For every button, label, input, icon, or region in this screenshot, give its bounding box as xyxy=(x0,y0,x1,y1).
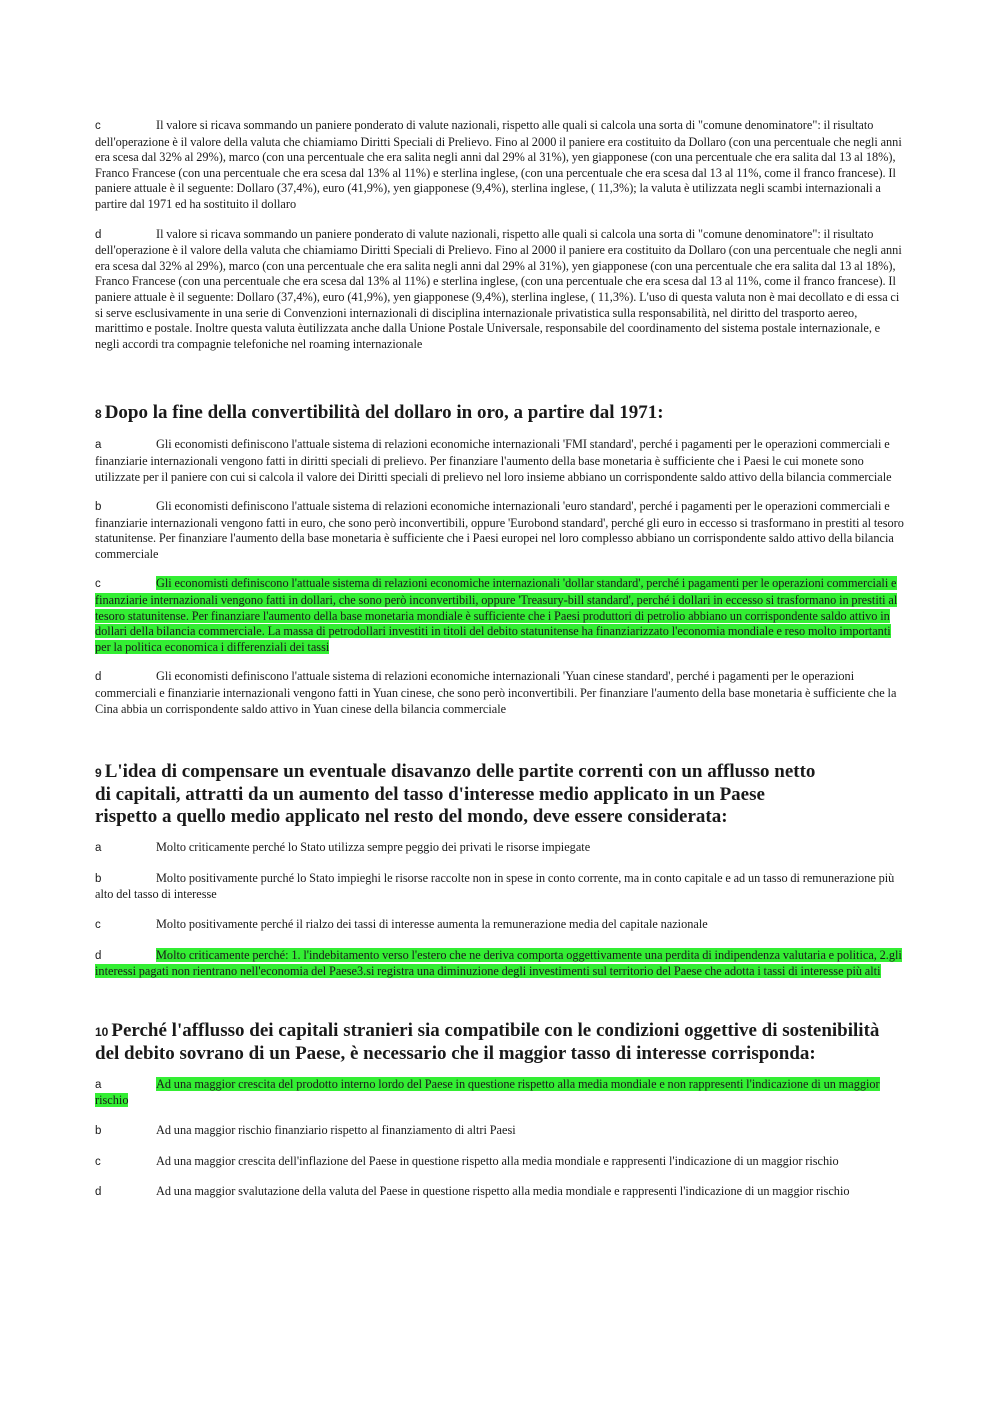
question-text: Perché l'afflusso dei capitali stranieri sia compatibile con le condizioni oggettive di sostenibilità del debito sovrano di un Paese, è necessario che il maggior tasso di interesse corrisponda: xyxy=(95,1019,880,1064)
option-text: Ad una maggior svalutazione della valuta del Paese in questione rispetto alla media mondiale e rappresenti l'indicazione di un maggior rischio xyxy=(156,1184,850,1199)
option-letter: c xyxy=(95,1155,101,1168)
option-letter: c xyxy=(95,578,101,591)
answer-option-highlighted xyxy=(95,948,905,980)
intro-options xyxy=(95,118,905,352)
answer-option xyxy=(95,669,905,717)
option-letter: c xyxy=(95,919,101,931)
question-9 xyxy=(95,761,905,980)
option-text: Molto positivamente purché lo Stato impieghi le risorse raccolte non in spese in conto corrente, ma in conto capitale e ad un tasso di remunerazione più alto del tasso di interesse xyxy=(95,870,895,902)
option-text: Molto criticamente perché lo Stato utilizza sempre peggio dei privati le risorse impiegate xyxy=(156,840,591,855)
option-text: Molto positivamente perché il rialzo dei tassi di interesse aumenta la remunerazione media del capitale nazionale xyxy=(156,917,708,931)
answer-option xyxy=(95,227,905,353)
option-text: Il valore si ricava sommando un paniere ponderato di valute nazionali, rispetto alle quali si calcola una sorta di "comune denominatore": il risultato dell'operazione è il valore della valuta che chiamiamo Diritti Speciali di Prelievo. Fino al 2000 il paniere era costituito da Dollaro (con una percentuale che negli anni era scesa dal 32% al 29%), marco (con una percentuale che era salita negli anni dal 29% al 31%), yen giapponese (con una percentuale che era salita dal 13 al 18%), Franco Francese (con una percentuale che era scesa dal 13% al 11%) e sterlina inglese, (con una percentuale che era scesa dal 13 al 11%, come il franco francese). Il paniere attuale è il seguente: Dollaro (37,4%), euro (41,9%), yen giapponese (9,4%), sterlina inglese, ( 11,3%); la valuta è utilizzata negli scambi internazionali a partire dal 1971 ed ha sostituito il dollaro xyxy=(95,118,902,211)
question-title xyxy=(95,402,895,425)
answer-option xyxy=(95,1154,905,1171)
option-text: Gli economisti definiscono l'attuale sistema di relazioni economiche internazionali 'euro standard', perché i pagamenti per le operazioni commerciali e finanziarie internazionali vengono fatti in euro, che sono però inconvertibili, oppure 'Eurobond standard', perché gli euro in eccesso si trasformano in prestiti al tesoro statunitense. Per finanziare l'aumento della base monetaria è sufficiente che i Paesi europei nel loro complesso abbiano un corrispondente saldo attivo della bilancia commerciale xyxy=(95,499,904,561)
answer-option xyxy=(95,840,905,857)
option-letter: d xyxy=(95,1186,102,1199)
option-letter: b xyxy=(95,501,102,514)
option-letter: d xyxy=(95,949,102,962)
question-8 xyxy=(95,402,905,717)
option-letter: d xyxy=(95,228,102,241)
answer-option xyxy=(95,118,905,213)
answer-option-highlighted xyxy=(95,576,905,655)
option-text: Gli economisti definiscono l'attuale sistema di relazioni economiche internazionali 'dollar standard', perché i pagamenti per le operazioni commerciali e finanziarie internazionali vengono fatti in dollari, che sono però inconvertibili, oppure 'Treasury-bill standard', perché i dollari in eccesso si trasformano in prestiti al tesoro statunitense. Per finanziare l'aumento della base monetaria mondiale è sufficiente che i Paesi produttori di petrolio abbiano un corrispondente saldo attivo in dollari della bilancia commerciale. La massa di petrodollari investiti in titoli del debito statunitense ha finanziarizzato l'economia mondiale e reso molto importanti per la politica economica i differenziali dei tassi xyxy=(95,576,898,654)
option-letter: a xyxy=(95,1078,102,1091)
answer-option xyxy=(95,437,905,485)
option-letter: c xyxy=(95,120,101,132)
question-title xyxy=(95,1020,895,1065)
question-text: Dopo la fine della convertibilità del dollaro in oro, a partire dal 1971: xyxy=(104,402,664,424)
option-letter: a xyxy=(95,439,102,452)
option-letter: b xyxy=(95,1124,102,1137)
answer-option xyxy=(95,1123,905,1140)
option-text: Il valore si ricava sommando un paniere ponderato di valute nazionali, rispetto alle quali si calcola una sorta di "comune denominatore": il risultato dell'operazione è il valore della valuta che chiamiamo Diritti Speciali di Prelievo. Fino al 2000 il paniere era costituito da Dollaro (con una percentuale che negli anni era scesa dal 32% al 29%), marco (con una percentuale che era salita negli anni dal 29% al 31%), yen giapponese (con una percentuale che era salita dal 13 al 18%), Franco Francese (con una percentuale che era scesa dal 13% al 11%) e sterlina inglese, (con una percentuale che era scesa dal 13 al 11%, come il franco francese). Il paniere attuale è il seguente: Dollaro (37,4%), euro (41,9%), yen giapponese (9,4%), sterlina inglese, ( 11,3%). L'uso di questa valuta non è mai decollato e di essa ci si serve esclusivamente in una serie di Convenzioni internazionali di disciplina internazionale privatistica sulla responsabilità, nel diritto del trasporto aereo, marittimo e postale. Inoltre questa valuta èutilizzata anche dalla Unione Postale Universale, responsabile del coordinamento del sistema postale internazionale, e negli accordi tra compagnie telefoniche nel roaming internazionale xyxy=(95,226,902,351)
question-10 xyxy=(95,1020,905,1201)
answer-option xyxy=(95,917,905,934)
option-letter: a xyxy=(95,842,102,855)
question-number: 8 xyxy=(95,407,102,422)
option-text: Gli economisti definiscono l'attuale sistema di relazioni economiche internazionali 'FMI standard', perché i pagamenti per le operazioni commerciali e finanziarie internazionali vengono fatti in diritti speciali di prelievo. Per finanziare l'aumento della base monetaria è sufficiente che i Paesi le cui monete sono utilizzate per il paniere con cui si calcola il valore dei Diritti speciali di prelievo nel loro insieme abbiano un corrispondente saldo attivo della bilancia commerciale xyxy=(95,437,892,484)
option-letter: d xyxy=(95,671,102,684)
option-letter: b xyxy=(95,872,102,885)
option-text: Molto criticamente perché: 1. l'indebitamento verso l'estero che ne deriva comporta oggettivamente una perdita di indipendenza valutaria e politica, 2.gli interessi pagati non rientrano nell'economia del Paese3.si registra una diminuzione degli investimenti sul territorio del Paese che adotta i tassi di interesse più alti xyxy=(95,947,902,979)
option-text: Ad una maggior rischio finanziario rispetto al finanziamento di altri Paesi xyxy=(156,1122,516,1137)
answer-option-highlighted xyxy=(95,1077,905,1109)
question-number: 10 xyxy=(95,1024,109,1039)
answer-option xyxy=(95,871,905,903)
option-text: Ad una maggior crescita dell'inflazione del Paese in questione rispetto alla media mondiale e rappresenti l'indicazione di un maggior rischio xyxy=(156,1153,839,1168)
answer-option xyxy=(95,1184,905,1201)
page-content xyxy=(95,118,905,1215)
option-text: Ad una maggior crescita del prodotto interno lordo del Paese in questione rispetto alla media mondiale e non rappresenti l'indicazione di un maggior rischio xyxy=(95,1076,880,1108)
question-text: L'idea di compensare un eventuale disavanzo delle partite correnti con un afflusso netto di capitali, attratti da un aumento del tasso d'interesse medio applicato in un Paese rispetto a quello medio applicato nel resto del mondo, deve essere considerata: xyxy=(95,761,816,828)
option-text: Gli economisti definiscono l'attuale sistema di relazioni economiche internazionali 'Yuan cinese standard', perché i pagamenti per le operazioni commerciali e finanziarie internazionali vengono fatti in Yuan cinese, che sono però inconvertibili. Per finanziare l'aumento della base monetaria è sufficiente che la Cina abbia un corrispondente saldo attivo in Yuan cinese della bilancia commerciale xyxy=(95,669,897,716)
question-number: 9 xyxy=(95,766,102,781)
question-title xyxy=(95,761,825,828)
answer-option xyxy=(95,499,905,562)
